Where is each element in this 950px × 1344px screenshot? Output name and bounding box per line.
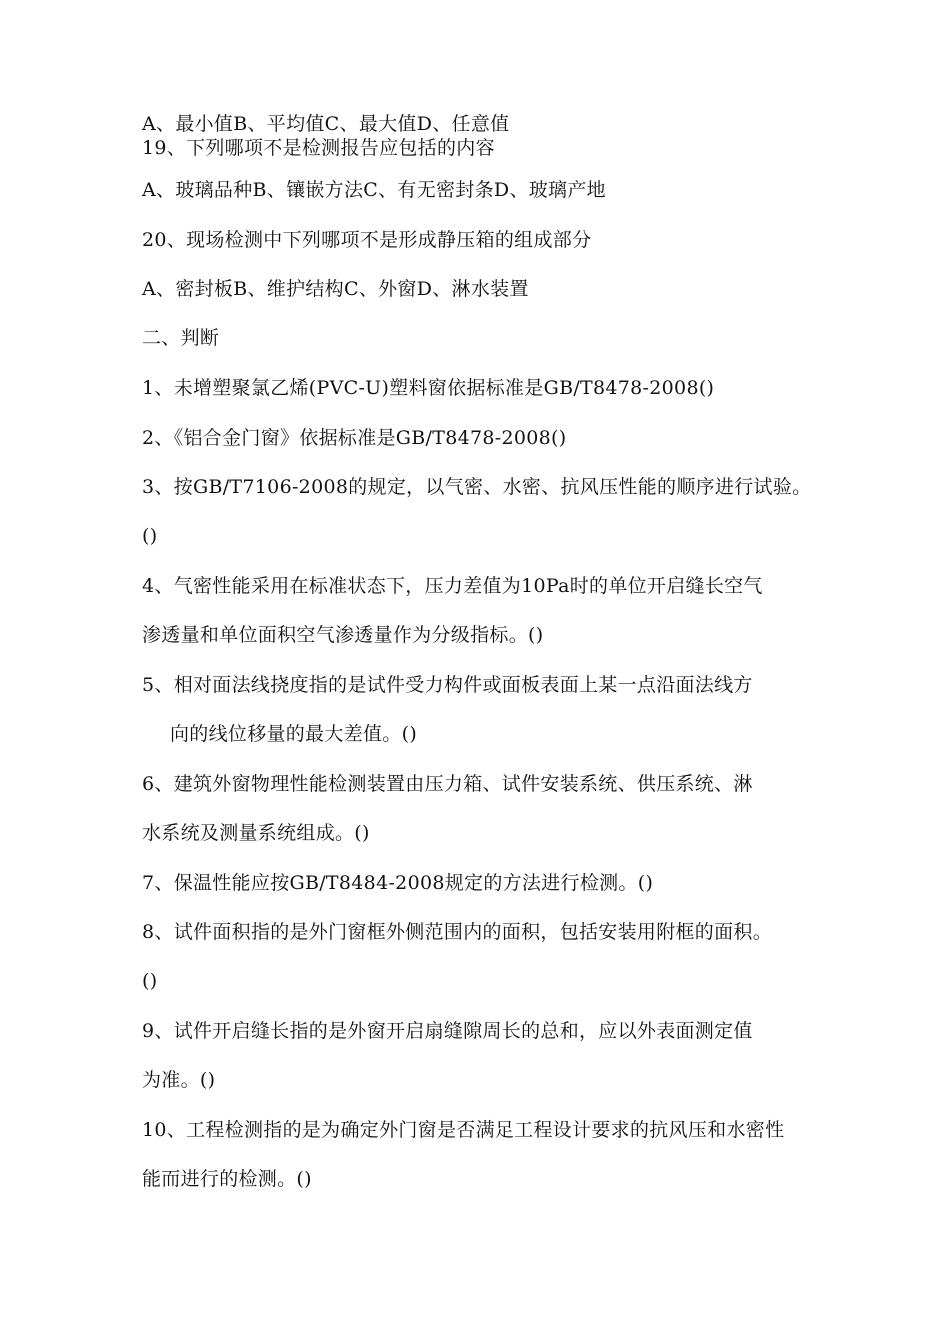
q18-options: A、最小值B、平均值C、最大值D、任意值 <box>142 113 510 135</box>
judgment-item-5-cont: 向的线位移量的最大差值。() <box>170 723 418 745</box>
judgment-item-6: 6、建筑外窗物理性能检测装置由压力箱、试件安装系统、供压系统、淋 <box>142 773 753 795</box>
judgment-item-8-answer: () <box>142 970 158 992</box>
q20-options: A、密封板B、维护结构C、外窗D、淋水装置 <box>142 278 529 300</box>
judgment-item-10: 10、工程检测指的是为确定外门窗是否满足工程设计要求的抗风压和水密性 <box>142 1119 785 1141</box>
judgment-item-8: 8、试件面积指的是外门窗框外侧范围内的面积，包括安装用附框的面积。 <box>142 921 772 943</box>
section-heading-judgment: 二、判断 <box>142 327 220 349</box>
judgment-item-5: 5、相对面法线挠度指的是试件受力构件或面板表面上某一点沿面法线方 <box>142 674 753 696</box>
judgment-item-10-cont: 能而进行的检测。() <box>142 1168 312 1190</box>
q19-options: A、玻璃品种B、镶嵌方法C、有无密封条D、玻璃产地 <box>142 179 606 201</box>
judgment-item-9-cont: 为准。() <box>142 1069 216 1091</box>
judgment-item-6-cont: 水系统及测量系统组成。() <box>142 822 370 844</box>
q20-question: 20、现场检测中下列哪项不是形成静压箱的组成部分 <box>142 229 592 251</box>
judgment-item-2: 2、《铝合金门窗》依据标准是GB/T8478-2008() <box>142 427 567 449</box>
judgment-item-7: 7、保温性能应按GB/T8484-2008规定的方法进行检测。() <box>142 872 654 894</box>
judgment-item-3-answer: () <box>142 525 158 547</box>
q19-question: 19、下列哪项不是检测报告应包括的内容 <box>142 137 495 159</box>
judgment-item-1: 1、未增塑聚氯乙烯(PVC-U)塑料窗依据标准是GB/T8478-2008() <box>142 377 715 399</box>
judgment-item-4-cont: 渗透量和单位面积空气渗透量作为分级指标。() <box>142 624 544 646</box>
judgment-item-9: 9、试件开启缝长指的是外窗开启扇缝隙周长的总和，应以外表面测定值 <box>142 1020 753 1042</box>
judgment-item-3: 3、按GB/T7106-2008的规定，以气密、水密、抗风压性能的顺序进行试验。 <box>142 476 812 498</box>
judgment-item-4: 4、气密性能采用在标准状态下，压力差值为10Pa时的单位开启缝长空气 <box>142 575 763 597</box>
